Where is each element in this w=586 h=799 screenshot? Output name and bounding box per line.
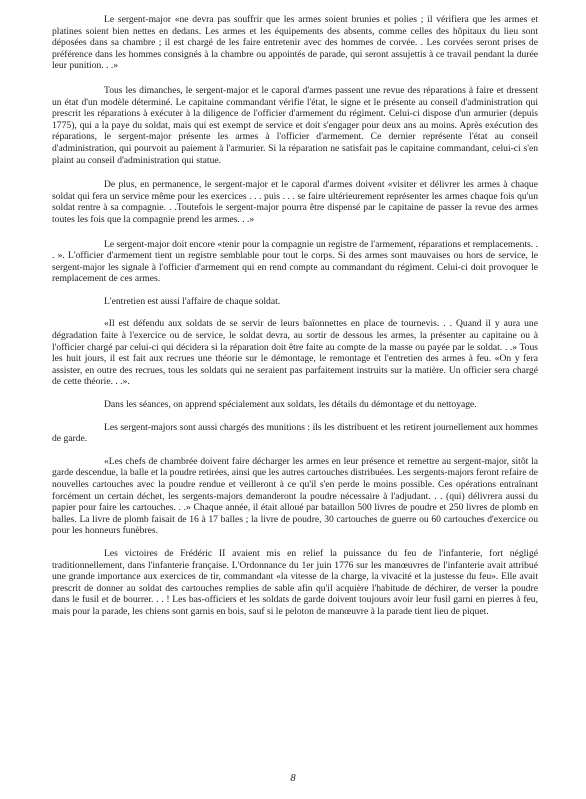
page-number: 8 (290, 773, 296, 784)
paragraph-permanence: De plus, en permanence, le sergent-major et le caporal d'armes doivent «visiter et délivrer les armes à chaque soldat qui fera un service même pour les exercices . . . puis . . . se faire ultérieurement représenter les armes chaque fois qu'un soldat rentre à sa compagnie. . .Toutefois le sergent-major pourra être dispensé par le capitaine de passer la revue des armes toutes les fois que la compagnie prend les armes. . .» (52, 179, 538, 225)
paragraph-sergent-major-armes: Le sergent-major «ne devra pas souffrir que les armes soient brunies et polies ; il vérifiera que les armes et platines soient bien nettes en dedans. Les armes et les équipements des absents, comme celles des hôpitaux du lieu sont déposées dans sa chambre ; il est chargé de les faire entretenir avec des hommes de corvée. . Les corvées seront prises de préférence dans les hommes consignés à la chambre ou appointés de parade, qui seront assujettis à ce travail pendant la durée leur punition. . .» (52, 14, 538, 72)
paragraph-entretien-soldat: L'entretien est aussi l'affaire de chaque soldat. (104, 295, 281, 307)
paragraph-munitions: Les sergent-majors sont aussi chargés des munitions : ils les distribuent et les retirent journellement aux hommes de garde. (52, 421, 538, 445)
document-page (52, 14, 538, 618)
paragraph-chefs-chambree: «Les chefs de chambrée doivent faire décharger les armes en leur présence et remettre au sergent-major, sitôt la garde descendue, la balle et la poudre retirées, ainsi que les autres cartouches distribuées. Les sergents-majors feront refaire de nouvelles cartouches avec la poudre rendue et veilleront à ce qu'il s'en perde le moins possible. Ces opérations entraînant forcément un certain déchet, les sergents-majors demanderont la poudre nécessaire à l'adjudant. . . (qui) délivrera aussi du papier pour faire les cartouches. . .» Chaque année, il était alloué par bataillon 500 livres de poudre et 250 livres de plomb en balles. La livre de plomb faisait de 16 à 17 balles ; la livre de poudre, 30 cartouches de guerre ou 60 cartouches d'exercice ou pour les honneurs funèbres. (52, 455, 538, 537)
paragraph-registre: Le sergent-major doit encore «tenir pour la compagnie un registre de l'armement, réparations et remplacements. . . ». L'officier d'armement tient un registre semblable pour tout le corps. Si des armes sont mauvaises ou hors de service, le sergent-major les signale à l'officier d'armement qui en rend compte au commandant du régiment. Celui-ci doit provoquer le remplacement de ces armes. (52, 238, 538, 285)
paragraph-frederic-ii: Les victoires de Frédéric II avaient mis en relief la puissance du feu de l'infanterie, fort négligé traditionnellement, dans l'infanterie française. L'Ordonnance du 1er juin 1776 sur les manœuvres de l'infanterie avait attribué une grande importance aux exercices de tir, commandant «la vitesse de la charge, la vivacité et la justesse du feu». Elle avait prescrit de donner au soldat des cartouches remplies de sable afin qu'il acquière l'habitude de déchirer, de verser la poudre dans le fusil et de bourrer. . . ! Les bas-officiers et les soldats de garde doivent toujours avoir leur fusil garni en pierres à feu, mais pour la parade, les chiens sont garnis en bois, sauf si le peloton de manœuvre à la parade tient lieu de piquet. (52, 547, 538, 617)
paragraph-baionnettes: «Il est défendu aux soldats de se servir de leurs baïonnettes en place de tournevis. . . Quand il y aura une dégradation faite à l'exercice ou de service, le soldat devra, au sortir de dessous les armes, la présenter au capitaine ou à l'officier chargé par celui-ci qui décidera si la réparation doit être faite au compte de la masse ou payée par le soldat. . .» Tous les huit jours, il est fait aux recrues une théorie sur le démontage, le remontage et l'entretien des armes à feu. «On y fera assister, en outre des recrues, tous les soldats qui ne seraient pas parfaitement instruits sur la matière. Un officier sera chargé de cette théorie. . .». (52, 318, 538, 388)
paragraph-revue-dimanches: Tous les dimanches, le sergent-major et le caporal d'armes passent une revue des réparations à faire et dressent un état d'un modèle déterminé. Le capitaine commandant vérifie l'état, le signe et le présente au conseil d'administration qui prescrit les réparations à exécuter à la diligence de l'officier d'armement du régiment. Celui-ci dispose d'un armurier (depuis 1775), qui a la paye du soldat, mais qui est exempt de service et doit s'engager pour deux ans au moins. Après exécution des réparations, le sergent-major présente les armes à l'officier d'armement. Ce dernier représente l'état au conseil d'administration, qui pourvoit au paiement à l'armurier. Si la réparation ne satisfait pas le capitaine commandant, celui-ci s'en plaint au conseil d'administration qui statue. (52, 84, 538, 166)
paragraph-seances: Dans les séances, on apprend spécialement aux soldats, les détails du démontage et du nettoyage. (104, 399, 477, 411)
